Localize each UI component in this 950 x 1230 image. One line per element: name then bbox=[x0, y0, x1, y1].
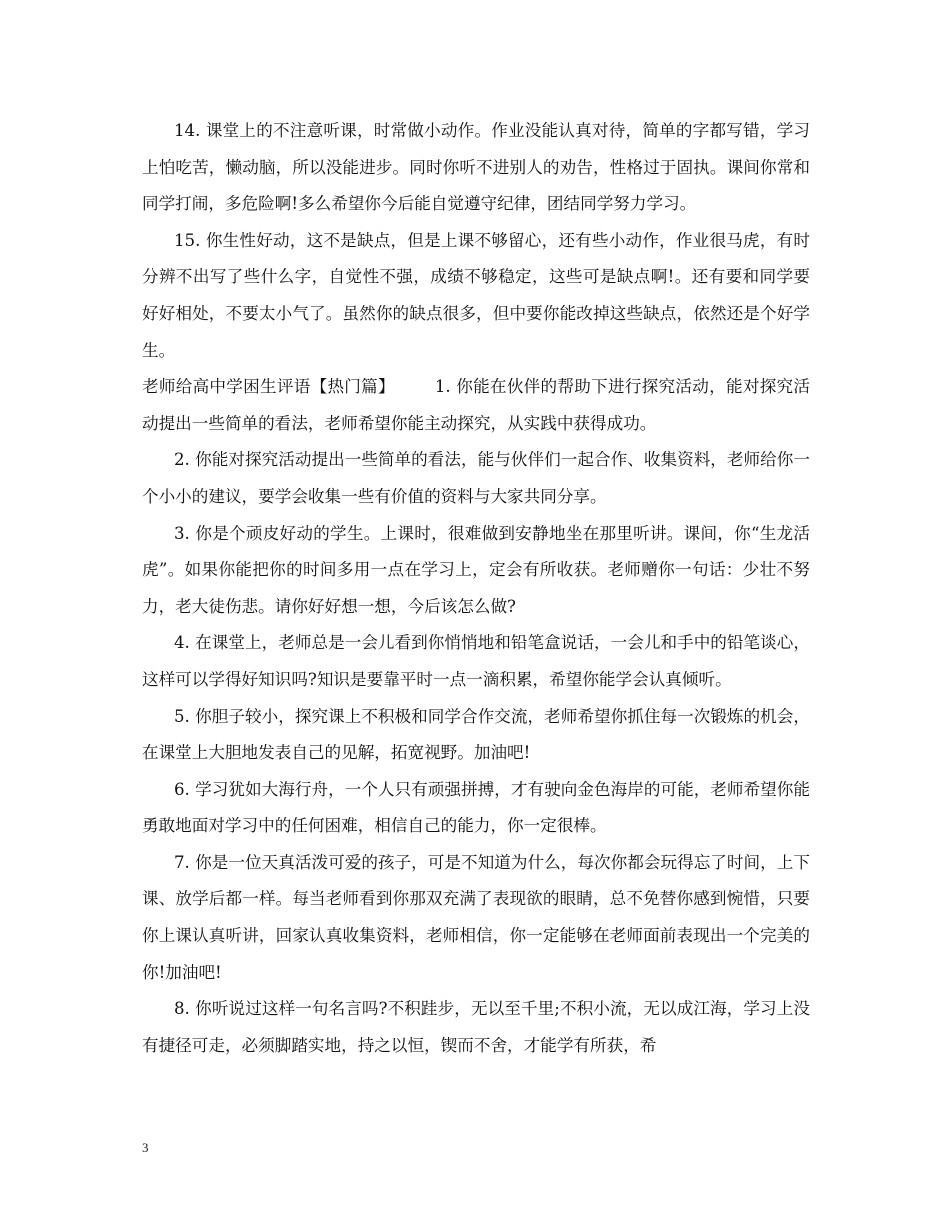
list-item: 2. 你能对探究活动提出一些简单的看法，能与伙伴们一起合作、收集资料，老师给你一个小小的建议，要学会收集一些有价值的资料与大家共同分享。 bbox=[142, 450, 810, 506]
list-item: 6. 学习犹如大海行舟，一个人只有顽强拼搏，才有驶向金色海岸的可能，老师希望你能勇敢地面对学习中的任何困难，相信自己的能力，你一定很棒。 bbox=[142, 779, 810, 836]
list-item: 4. 在课堂上，老师总是一会儿看到你悄悄地和铅笔盒说话，一会儿和手中的铅笔谈心，这样可以学得好知识吗?知识是要靠平时一点一滴积累，希望你能学会认真倾听。 bbox=[142, 633, 810, 689]
section-intro bbox=[142, 369, 810, 442]
list-item: 3. 你是个顽皮好动的学生。上课时，很难做到安静地坐在那里听讲。课间，你“生龙活虎”。如果你能把你的时间多用一点在学习上，定会有所收获。老师赠你一句话：少壮不努力，老大徒伤悲。请你好好想一想，今后该怎么做? bbox=[142, 523, 810, 616]
list-item: 7. 你是一位天真活泼可爱的孩子，可是不知道为什么，每次你都会玩得忘了时间，上下课、放学后都一样。每当老师看到你那双充满了表现欲的眼睛，总不免替你感到惋惜，只要你上课认真听讲，回家认真收集资料，老师相信，你一定能够在老师面前表现出一个完美的你!加油吧! bbox=[142, 852, 810, 982]
document-body bbox=[142, 113, 810, 1064]
section-first-item: 1. 你能在伙伴的帮助下进行探究活动，能对探究活动提出一些简单的看法，老师希望你能主动探究，从实践中获得成功。 bbox=[142, 377, 811, 433]
section-heading: 老师给高中学困生评语【热门篇】 bbox=[142, 377, 395, 397]
list-item: 8. 你听说过这样一句名言吗?不积跬步，无以至千里;不积小流，无以成江海，学习上没有捷径可走，必须脚踏实地，持之以恒，锲而不舍，才能学有所获，希 bbox=[142, 999, 810, 1055]
list-item: 5. 你胆子较小，探究课上不积极和同学合作交流，老师希望你抓住每一次锻炼的机会，在课堂上大胆地发表自己的见解，拓宽视野。加油吧! bbox=[142, 706, 810, 763]
paragraph-15: 15. 你生性好动，这不是缺点，但是上课不够留心，还有些小动作，作业很马虎，有时分辨不出写了些什么字，自觉性不强，成绩不够稳定，这些可是缺点啊!。还有要和同学要好好相处，不要太小气了。虽然你的缺点很多，但中要你能改掉这些缺点，依然还是个好学生。 bbox=[142, 230, 810, 360]
page-number: 3 bbox=[142, 1140, 149, 1155]
paragraph-14: 14. 课堂上的不注意听课，时常做小动作。作业没能认真对待，简单的字都写错，学习上怕吃苦，懒动脑，所以没能进步。同时你听不进别人的劝告，性格过于固执。课间你常和同学打闹，多危险啊!多么希望你今后能自觉遵守纪律，团结同学努力学习。 bbox=[142, 121, 810, 214]
